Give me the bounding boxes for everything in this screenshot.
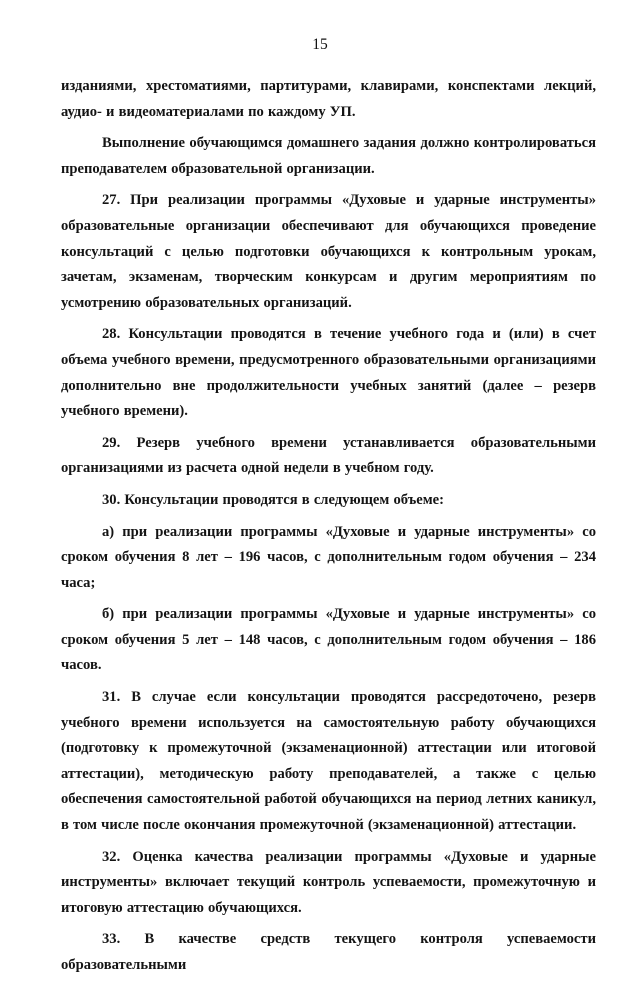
- page-number: 15: [312, 36, 328, 53]
- paragraph: изданиями, хрестоматиями, партитурами, клавирами, конспектами лекций, аудио- и видеоматериалами по каждому УП.: [61, 78, 596, 120]
- paragraph-32: 32. Оценка качества реализации программы «Духовые и ударные инструменты» включает текущий контроль успеваемости, промежуточную и итоговую аттестацию обучающихся.: [61, 848, 596, 916]
- paragraph-28: 28. Консультации проводятся в течение учебного года и (или) в счет объема учебного времени, предусмотренного образовательными организациями дополнительно вне продолжительности учебных занятий (далее – резерв учебного времени).: [61, 326, 596, 420]
- paragraph-33: 33. В качестве средств текущего контроля успеваемости образовательными: [61, 931, 596, 973]
- paragraph-31: 31. В случае если консультации проводятся рассредоточено, резерв учебного времени используется на самостоятельную работу обучающихся (подготовку к промежуточной (экзаменационной) аттестации или итоговой аттестации), методическую работу преподавателей, а также с целью обеспечения самостоятельной работой обучающихся на период летних каникул, в том числе после окончания промежуточной (экзаменационной) аттестации.: [61, 689, 596, 834]
- paragraph-29: 29. Резерв учебного времени устанавливается образовательными организациями из расчета одной недели в учебном году.: [61, 434, 596, 477]
- paragraph-30: 30. Консультации проводятся в следующем объеме:: [102, 491, 444, 508]
- paragraph: Выполнение обучающимся домашнего задания должно контролироваться преподавателем образовательной организации.: [61, 135, 596, 177]
- paragraph-30-a: а) при реализации программы «Духовые и ударные инструменты» со сроком обучения 8 лет – 196 часов, с дополнительным годом обучения – 234 часа;: [61, 523, 596, 591]
- document-body: [61, 74, 596, 985]
- paragraph-27: 27. При реализации программы «Духовые и ударные инструменты» образовательные организации обеспечивают для обучающихся проведение консультаций с целью подготовки обучающихся к контрольным урокам, зачетам, экзаменам, творческим конкурсам и другим мероприятиям по усмотрению образовательных организаций.: [61, 192, 596, 311]
- paragraph-30-b: б) при реализации программы «Духовые и ударные инструменты» со сроком обучения 5 лет – 148 часов, с дополнительным годом обучения – 186 часов.: [61, 606, 596, 674]
